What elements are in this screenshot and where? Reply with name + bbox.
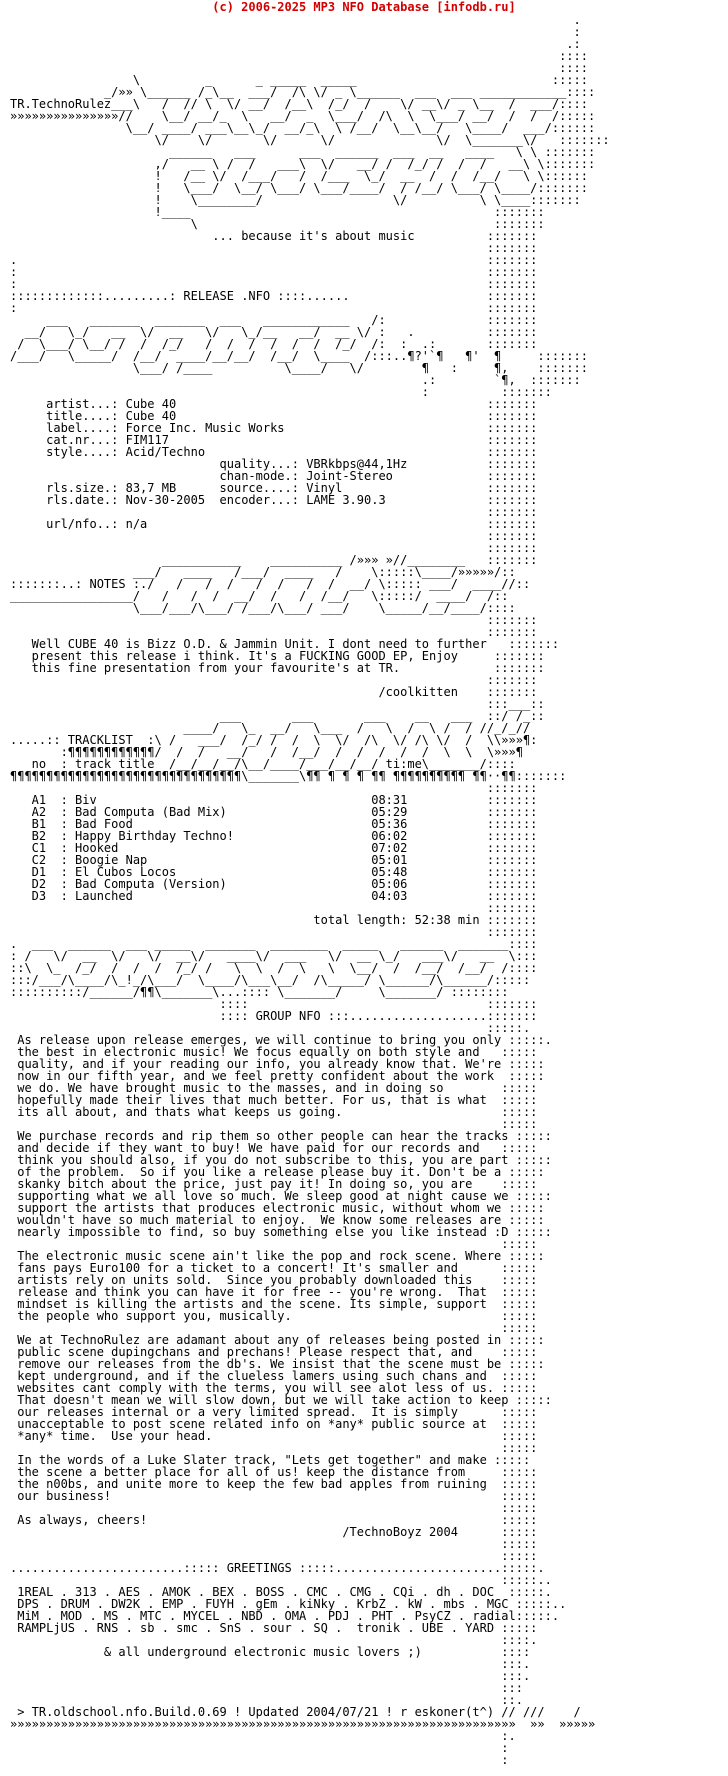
nfo-line: kept underground, and if the clueless lamers using such chans and :::::	[10, 1369, 538, 1383]
nfo-line: ! \___/ \__/ \___/ \___/____/ / /__/ \___/ \____/:::::::	[10, 181, 588, 195]
nfo-line: /TechnoBoyz 2004 :::::	[10, 1525, 538, 1539]
nfo-line: We at TechnoRulez are adamant about any of releases being posted in :::::	[10, 1333, 545, 1347]
nfo-line: .: `¶, :::::::	[10, 373, 581, 387]
nfo-line: : :::::::	[10, 265, 538, 279]
nfo-line: we do. We have brought music to the masses, and in doing so :::::	[10, 1081, 538, 1095]
nfo-line: :::::::	[10, 505, 538, 519]
nfo-line: :::___::	[10, 697, 545, 711]
nfo-line: of the problem. So if you like a release please buy it. Don't be a :::::	[10, 1165, 545, 1179]
nfo-line: the scene a better place for all of us! keep the distance from :::::	[10, 1465, 538, 1479]
nfo-line: url/nfo..: n/a :::::::	[10, 517, 538, 531]
nfo-line: the best in electronic music! We focus equally on both style and :::::	[10, 1045, 538, 1059]
nfo-line: ___/ ____ /___/ ____ / \:::::\____/»»»»»/::	[10, 565, 516, 579]
nfo-line: \/ \/ \/ \/ \/ \_______\/ :::::::	[10, 133, 610, 147]
nfo-line: mindset is killing the artists and the scene. Its simple, support :::::	[10, 1297, 538, 1311]
nfo-line: ,/ __ \ / / ___\ \/ __/ / /_/ / / / __\ \:::::::	[10, 157, 596, 171]
nfo-line: hopefully made their lives that much better. For us, that is what :::::	[10, 1093, 538, 1107]
nfo-line: D3 : Launched 04:03 :::::::	[10, 889, 538, 903]
nfo-line: support the artists that produces electronic music, without whom we :::::	[10, 1201, 545, 1215]
nfo-line: ______ ___ ___ ______ ___ __ ____ \ \ :::::::	[10, 145, 596, 159]
nfo-line: artists rely on units sold. Since you probably downloaded this :::::	[10, 1273, 538, 1287]
nfo-line: :::::::..: NOTES :./ / / / / / / / __/ \::::: ___/ ____//::	[10, 577, 531, 591]
nfo-line: quality...: VBRkbps@44,1Hz :::::::	[10, 457, 538, 471]
nfo-line: That doesn't mean we will slow down, but we will take action to keep :::::	[10, 1393, 552, 1407]
nfo-line: TR.TechnoRulez___\ / // \ \/ __/ /__\ /_/ / \/ __\/ _ \__ / ___/::::	[10, 97, 588, 111]
nfo-line: RAMPLjUS . RNS . sb . smc . SnS . sour . SQ . tronik . UBE . YARD :::::	[10, 1621, 538, 1635]
nfo-line: .:	[10, 37, 581, 51]
nfo-line: D1 : El Cubos Locos 05:48 :::::::	[10, 865, 538, 879]
nfo-line: B2 : Happy Birthday Techno! 06:02 :::::::	[10, 829, 538, 843]
nfo-line: :	[10, 25, 581, 39]
nfo-line: :	[10, 1741, 509, 1755]
nfo-line: D2 : Bad Computa (Version) 05:06 :::::::	[10, 877, 538, 891]
nfo-line: :::::	[10, 1117, 538, 1131]
nfo-line: :::: :::::::	[10, 997, 538, 1011]
nfo-line: MiM . MOD . MS . MTC . MYCEL . NBD . OMA . PDJ . PHT . PsyCZ . radial:::::.	[10, 1609, 560, 1623]
nfo-line: nearly impossible to find, so buy something else you like instead :D :::::	[10, 1225, 552, 1239]
nfo-line: our business! :::::	[10, 1489, 538, 1503]
nfo-line: Well CUBE 40 is Bizz O.D. & Jammin Unit. I dont need to further :::::::	[10, 637, 560, 651]
nfo-line: :::::	[10, 1321, 538, 1335]
nfo-line: its all about, and thats what keeps us going. :::::	[10, 1105, 538, 1119]
nfo-line: .	[10, 13, 581, 27]
nfo-line: \___/ /____ \____/ \/ ¶ : ¶, :::::::	[10, 361, 588, 375]
nfo-line: :::::::	[10, 901, 538, 915]
nfo-line: A2 : Bad Computa (Bad Mix) 05:29 :::::::	[10, 805, 538, 819]
nfo-line: :::::.	[10, 1021, 531, 1035]
nfo-line: ::::	[10, 49, 588, 63]
nfo-line: _/»» \______ /_\__ ___/ /\ \/ _ \______ ___ ___ ____________::::	[10, 85, 596, 99]
nfo-line: cat.nr...: FIM117 :::::::	[10, 433, 538, 447]
nfo-line: DPS . DRUM . DW2K . EMP . FUYH . gEm . kiNky . KrbZ . kW . mbs . MGC :::::..	[10, 1597, 567, 1611]
nfo-line: unacceptable to post scene related info on *any* public source at :::::	[10, 1417, 538, 1431]
nfo-line: > TR.oldschool.nfo.Build.0.69 ! Updated 2004/07/21 ! r eskoner(t^) // /// /	[10, 1705, 581, 1719]
nfo-line: and decide if they want to buy! We have paid for our records and :::::	[10, 1141, 538, 1155]
nfo-line: the n00bs, and unite more to keep the few bad apples from ruining :::::	[10, 1477, 538, 1491]
nfo-line: :::::::	[10, 673, 538, 687]
nfo-line: ::.	[10, 1693, 523, 1707]
nfo-line: & all underground electronic music lovers ;) ::::	[10, 1645, 531, 1659]
nfo-line: \ :::::::	[10, 217, 545, 231]
nfo-line: B1 : Bad Food 05:36 :::::::	[10, 817, 538, 831]
nfo-line: wouldn't have so much material to enjoy. We know some releases are :::::	[10, 1213, 545, 1227]
nfo-line: \___/___/\___/ /___/\___/ ___/ \_____/__/____/::::	[10, 601, 516, 615]
nfo-line: ... because it's about music :::::::	[10, 229, 538, 243]
nfo-line: : / \/ __ \/ \/ __\/ ____\/ ___ \/ __ \_/ ___\/ __ \:::	[10, 949, 538, 963]
nfo-line: ::::::::::/______/¶¶\_______\...:::: \_______/ \_______/ ::::::::	[10, 985, 509, 999]
nfo-line: :::::::	[10, 625, 538, 639]
nfo-line: no : track title /__/__/__/\__/____/___/__/__/ ti:me\_______/::::	[10, 757, 516, 771]
nfo-line: ____/ \_ __/ \___ / \ / \ / / //_/_//	[10, 721, 531, 735]
nfo-line: :	[10, 1753, 509, 1767]
nfo-line: :::::..	[10, 1573, 552, 1587]
nfo-line: fans pays Euro100 for a ticket to a concert! It's smaller and :::::	[10, 1261, 538, 1275]
nfo-line: ¶¶¶¶¶¶¶¶¶¶¶¶¶¶¶¶¶¶¶¶¶¶¶¶¶¶¶¶¶¶¶¶\_______\¶¶ ¶ ¶ ¶ ¶¶ ¶¶¶¶¶¶¶¶¶¶ ¶¶··¶¶:::::::	[10, 769, 567, 783]
nfo-line: :::::::	[10, 241, 538, 255]
nfo-line: / \___/ \__/ / / /_/ / / / / / / /_/ /: : .: :::::::	[10, 337, 538, 351]
nfo-line: »»»»»»»»»»»»»»»// \__/ __/_ \ __/ _ \___/ /\ \ \___/ __/ / / /:::::	[10, 109, 596, 123]
nfo-line: skanky bitch about the price, just pay it! In doing so, you are :::::	[10, 1177, 538, 1191]
nfo-text	[10, 14, 610, 1766]
nfo-line: rls.date.: Nov-30-2005 encoder...: LAME 3.90.3 :::::::	[10, 493, 538, 507]
nfo-line: The electronic music scene ain't like the pop and rock scene. Where :::::	[10, 1249, 545, 1263]
nfo-line: ___________ __________ /»»» »//________ :::::::	[10, 553, 538, 567]
nfo-line: ___ _______ _______ ___ ____________ /: :::::::	[10, 313, 538, 327]
nfo-line: ___ ___ ___ __ ___ ::/ /_::	[10, 709, 545, 723]
nfo-line: ........................::::: GREETINGS :::::.......................:::::.	[10, 1561, 545, 1575]
nfo-line: style....: Acid/Techno :::::::	[10, 445, 538, 459]
nfo-line: We purchase records and rip them so other people can hear the tracks :::::	[10, 1129, 552, 1143]
nfo-line: label....: Force Inc. Music Works :::::::	[10, 421, 538, 435]
nfo-line: ! \________/ \/ \ \____:::::::	[10, 193, 581, 207]
nfo-line: /___/ \_____/ /__/ ____/__/__/ /__/ \____ /:::..¶?'`¶ ¶' ¶ :::::::	[10, 349, 588, 363]
nfo-line: :::::	[10, 1549, 538, 1563]
nfo-line: this fine presentation from your favourite's at TR. :::::::	[10, 661, 545, 675]
nfo-line: present this release i think. It's a FUCKING GOOD EP, Enjoy :::::::	[10, 649, 545, 663]
nfo-line: :::::::::::::.........: RELEASE .NFO ::::...... :::::::	[10, 289, 538, 303]
nfo-line: artist...: Cube 40 :::::::	[10, 397, 538, 411]
nfo-line: public scene dupingchans and prechans! Please respect that, and :::::	[10, 1345, 538, 1359]
nfo-line: .....:: TRACKLIST :\ / ___/ /_/ / / \ \/ /\ \/ /\ \/ / \\»»»¶:	[10, 733, 538, 747]
nfo-line: In the words of a Luke Slater track, "Lets get together" and make :::::	[10, 1453, 531, 1467]
nfo-line: *any* time. Use your head. :::::	[10, 1429, 538, 1443]
nfo-line: As always, cheers! :::::	[10, 1513, 538, 1527]
nfo-line: :::	[10, 1681, 523, 1695]
nfo-line: supporting what we all love so much. We sleep good at night cause we :::::	[10, 1189, 552, 1203]
nfo-line: :::::::	[10, 529, 538, 543]
site-header: (c) 2006-2025 MP3 NFO Database [infodb.ru]	[212, 0, 516, 14]
nfo-line: »»»»»»»»»»»»»»»»»»»»»»»»»»»»»»»»»»»»»»»»»»»»»»»»»»»»»»»»»»»»»»»»»»»»»» »» »»»»»	[10, 1717, 596, 1731]
nfo-line: our releases internal or a very limited spread. It is simply :::::	[10, 1405, 538, 1419]
nfo-line: think you should also, if you do not subscribe to this, you are part :::::	[10, 1153, 552, 1167]
nfo-line: _________________/ / / / __/ / / /__/ \:::::/ ____/ /::	[10, 589, 509, 603]
nfo-line: : :::::::	[10, 385, 552, 399]
nfo-line: \ _ _ _____ _____ :::::	[10, 73, 588, 87]
nfo-line: . ___ ______ ___ _____ _______ ________ _____ ______ _______::::	[10, 937, 538, 951]
nfo-line: :::::	[10, 1537, 538, 1551]
nfo-line: : :::::::	[10, 301, 538, 315]
nfo-line: :.	[10, 1729, 516, 1743]
nfo-line: websites cant comply with the terms, you will see alot less of us. :::::	[10, 1381, 538, 1395]
nfo-line: now in our fifth year, and we feel pretty confident about the work :::::	[10, 1069, 545, 1083]
nfo-line: the people who support you, musically. :::::	[10, 1309, 538, 1323]
nfo-line: total length: 52:38 min :::::::	[10, 913, 538, 927]
nfo-line: :::.	[10, 1669, 531, 1683]
nfo-line: ::::	[10, 61, 588, 75]
nfo-line: C2 : Boogie Nap 05:01 :::::::	[10, 853, 538, 867]
nfo-line: ! /__ \/ /___/ / /___ \_/ __ / / /__/ \ \::::::	[10, 169, 588, 183]
nfo-line: :¶¶¶¶¶¶¶¶¶¶¶¶/ / / __/ / /__/ / / / / / \ \ \»»»¶	[10, 745, 523, 759]
nfo-line: :::::	[10, 1501, 538, 1515]
nfo-line: __/ \_/ __ \/ __ \/ \_/__ __/ __ \/ : . :::::::	[10, 325, 538, 339]
nfo-line: :::::::	[10, 541, 538, 555]
nfo-line: :::: GROUP NFO :::...................:::::::	[10, 1009, 538, 1023]
nfo-line: : :::::::	[10, 277, 538, 291]
nfo-line: ::\ \_ /_/ / / / /_/ / \ \ / \ \ \__/ / /__/ /__/ /::::	[10, 961, 538, 975]
nfo-line: :::::::	[10, 613, 538, 627]
nfo-line: C1 : Hooked 07:02 :::::::	[10, 841, 538, 855]
nfo-line: . :::::::	[10, 253, 538, 267]
nfo-line: remove our releases from the db's. We insist that the scene must be :::::	[10, 1357, 545, 1371]
nfo-line: title....: Cube 40 :::::::	[10, 409, 538, 423]
nfo-line: :::/___/\____/\_!_/\___/ \____/\___\__/ /\_____/ \______/\______/:::::	[10, 973, 531, 987]
nfo-line: ::::.	[10, 1633, 538, 1647]
nfo-line: 1REAL . 313 . AES . AMOK . BEX . BOSS . CMC . CMG . CQi . dh . DOC :::::.	[10, 1585, 552, 1599]
nfo-line: As release upon release emerges, we will continue to bring you only :::::.	[10, 1033, 552, 1047]
nfo-line: quality, and if your reading our info, you already know that. We're :::::	[10, 1057, 545, 1071]
nfo-line: :::::	[10, 1441, 538, 1455]
nfo-line: chan-mode.: Joint-Stereo :::::::	[10, 469, 538, 483]
nfo-line: !____ :::::::	[10, 205, 545, 219]
nfo-line: release and think you can have it for free -- you're wrong. That :::::	[10, 1285, 538, 1299]
nfo-line: :::::::	[10, 781, 538, 795]
nfo-line: :::::	[10, 1237, 538, 1251]
nfo-line: \__/ ____/ ___\__\_/ __/_\ \ /__/ \__\__/ \____/ ___/::::::	[10, 121, 596, 135]
nfo-line: :::.	[10, 1657, 531, 1671]
nfo-line: /coolkitten :::::::	[10, 685, 538, 699]
nfo-line: A1 : Biv 08:31 :::::::	[10, 793, 538, 807]
nfo-line: rls.size.: 83,7 MB source....: Vinyl :::::::	[10, 481, 538, 495]
nfo-line: :::::::	[10, 925, 538, 939]
